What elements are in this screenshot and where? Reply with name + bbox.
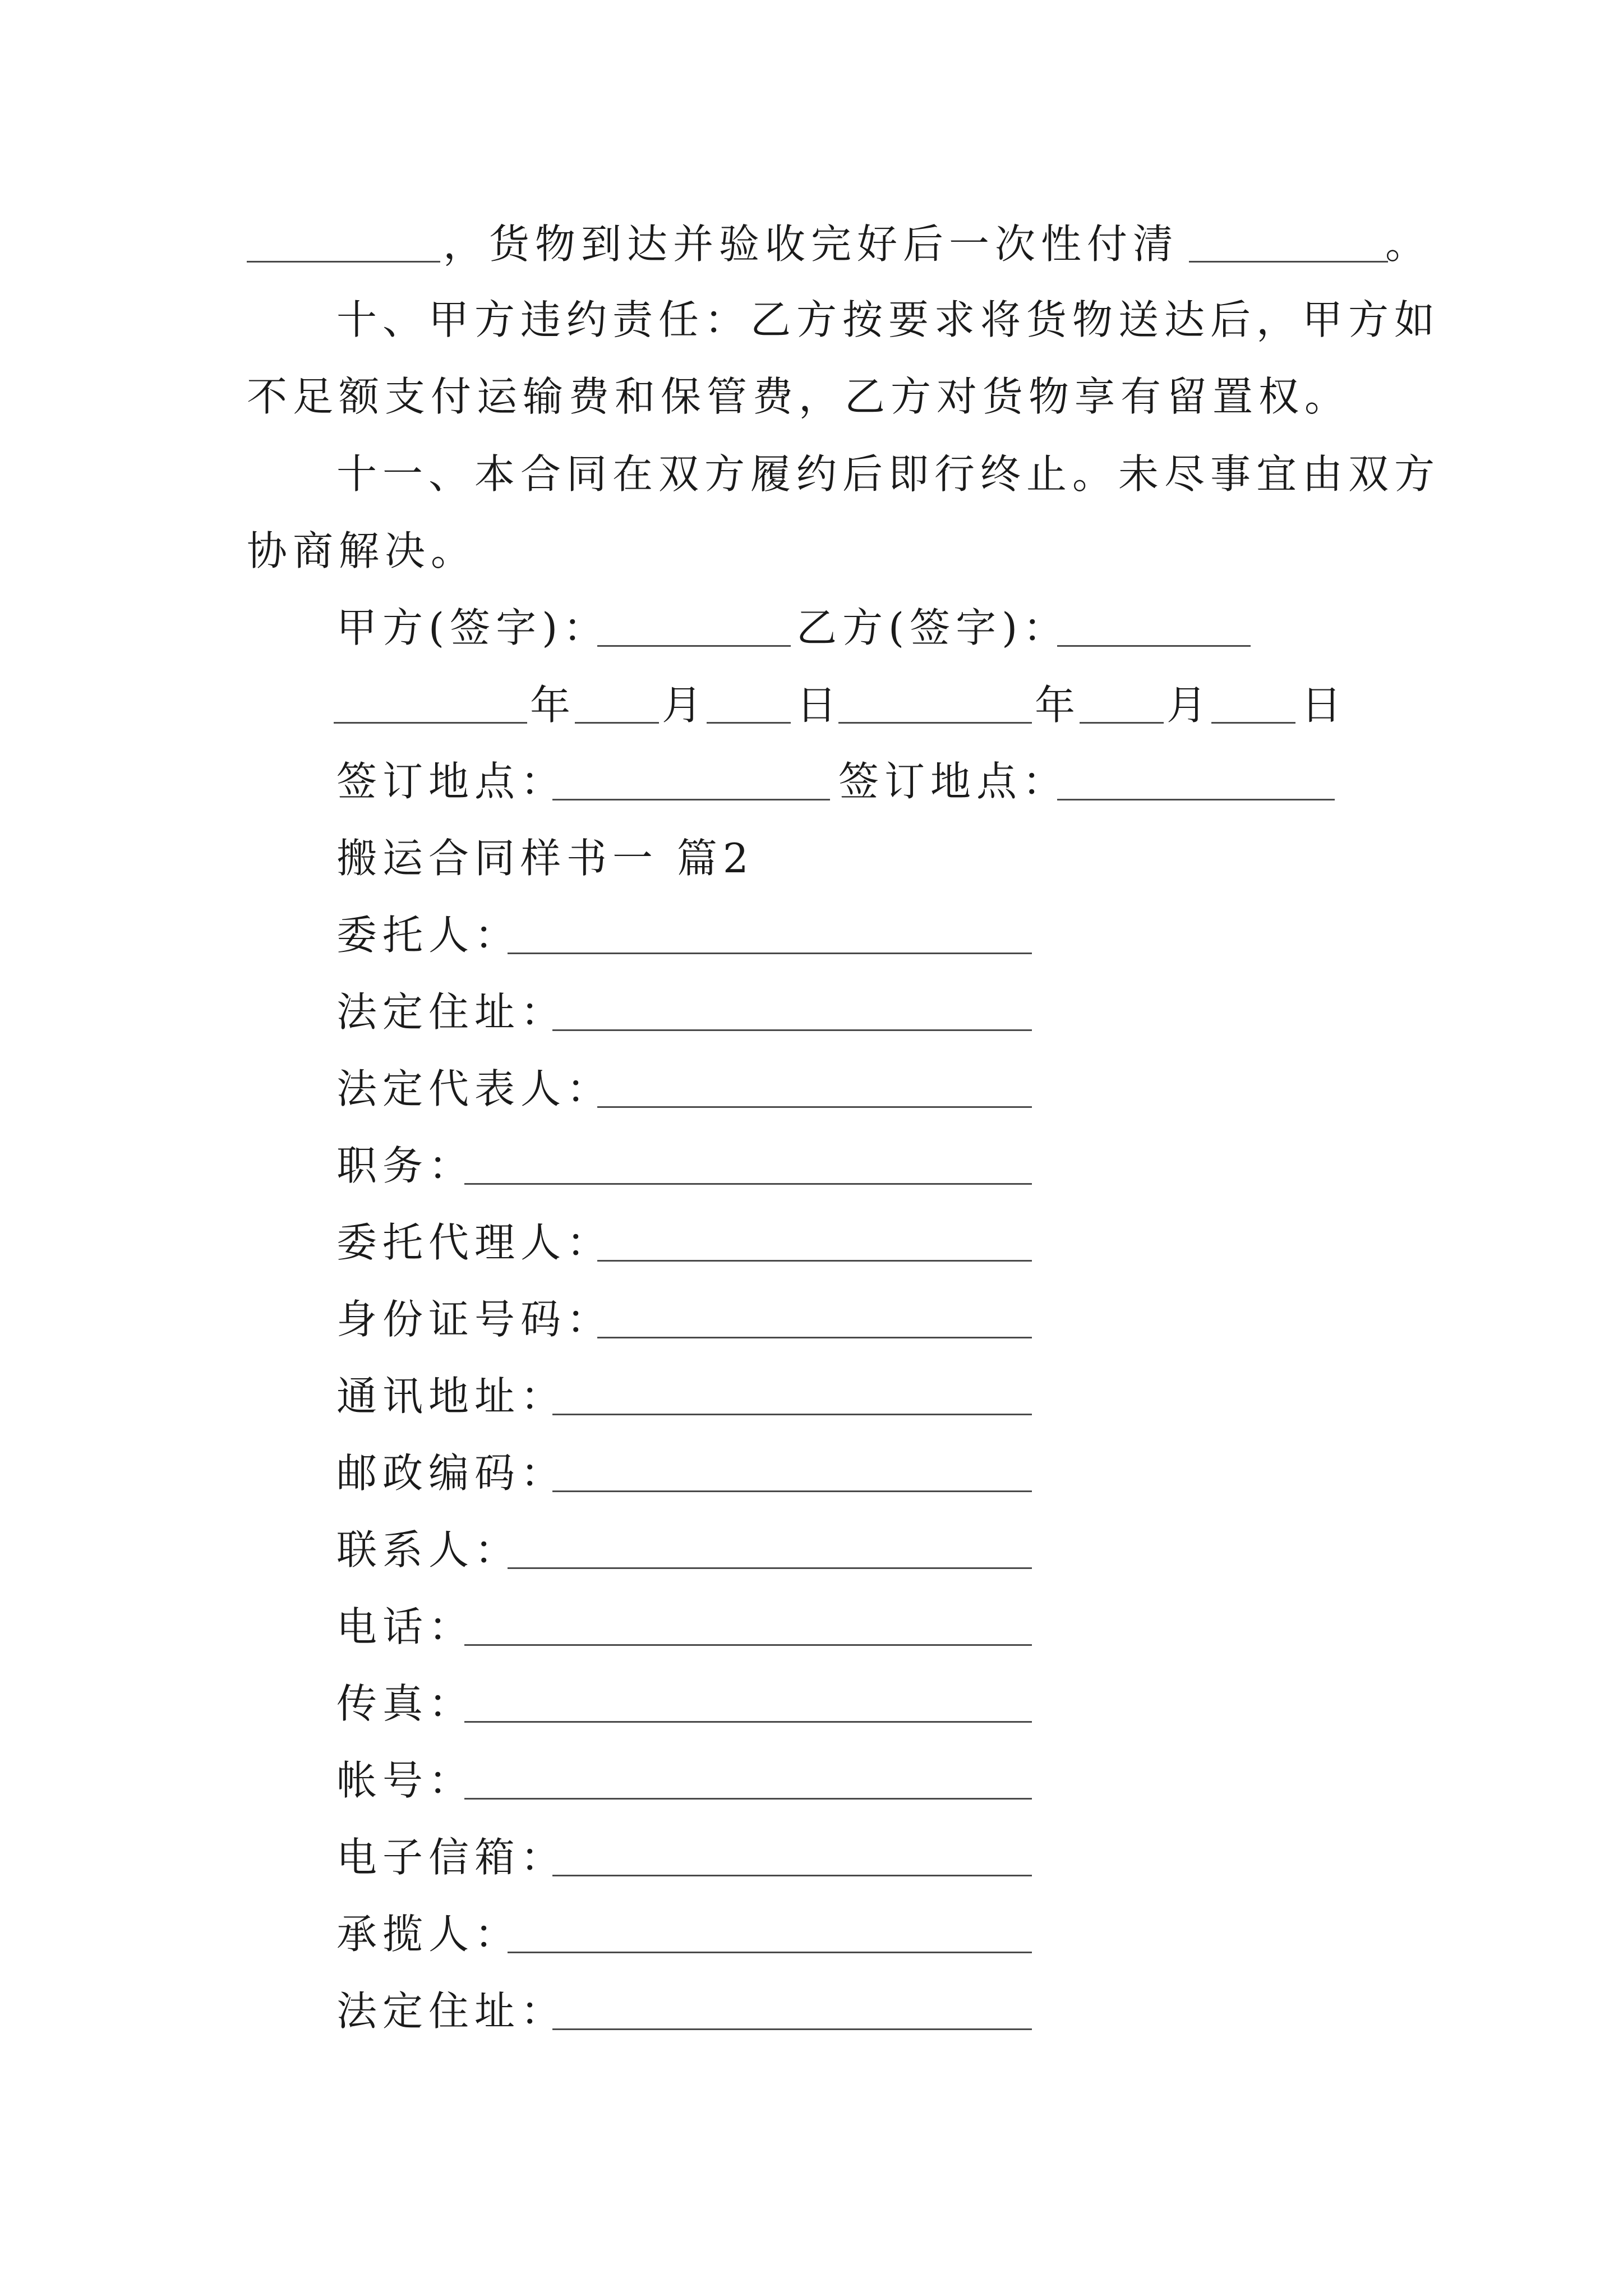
- clause-10-line-1: 十、甲方违约责任：乙方按要求将货物送达后，甲方如: [336, 296, 1441, 343]
- blank-line: [1080, 722, 1164, 724]
- field-blank-phone: [464, 1644, 1032, 1646]
- field-blank-legal-representative: [597, 1106, 1032, 1108]
- field-label-id-number: 身份证号码：: [336, 1296, 613, 1343]
- field-label-mailing-address: 通讯地址：: [336, 1373, 567, 1420]
- date-month-label: 月: [662, 682, 708, 729]
- field-label-contractor: 承揽人：: [336, 1911, 521, 1958]
- field-label-postal-code: 邮政编码：: [336, 1450, 567, 1497]
- field-blank-contact-person: [508, 1567, 1032, 1569]
- paragraph-9-text: ，货物到达并验收完好后一次性付清: [443, 220, 1179, 268]
- field-blank-entrusting-party: [508, 953, 1032, 954]
- clause-11-line-2: 协商解决。: [247, 527, 477, 574]
- field-label-legal-representative: 法定代表人：: [336, 1065, 613, 1112]
- field-label-entrusting-party: 委托人：: [336, 912, 521, 959]
- field-label-authorized-agent: 委托代理人：: [336, 1219, 613, 1266]
- date-day-label: 日: [1301, 682, 1348, 729]
- blank-line: [1189, 261, 1388, 263]
- field-blank-legal-address: [552, 1029, 1032, 1031]
- blank-line: [247, 261, 440, 263]
- signing-place-label-a: 签订地点：: [336, 758, 567, 805]
- signing-place-label-b: 签订地点：: [838, 758, 1069, 805]
- blank-line: [1057, 645, 1251, 647]
- field-label-phone: 电话：: [336, 1603, 475, 1650]
- field-label-legal-address-2: 法定住址：: [336, 1987, 567, 2035]
- field-blank-account-number: [464, 1798, 1032, 1800]
- section-title: 搬运合同样书一 篇2: [336, 835, 754, 882]
- field-blank-legal-address-2: [552, 2028, 1032, 2030]
- blank-line: [597, 645, 791, 647]
- field-label-account-number: 帐号：: [336, 1757, 475, 1804]
- blank-line: [575, 722, 659, 724]
- date-month-label: 月: [1166, 682, 1213, 729]
- date-day-label: 日: [796, 682, 843, 729]
- field-label-contact-person: 联系人：: [336, 1526, 521, 1573]
- field-label-fax: 传真：: [336, 1680, 475, 1727]
- field-blank-contractor: [508, 1952, 1032, 1953]
- blank-line: [552, 799, 830, 800]
- field-label-email: 电子信箱：: [336, 1834, 567, 1881]
- field-label-legal-address: 法定住址：: [336, 988, 567, 1036]
- clause-11-line-1: 十一、本合同在双方履约后即行终止。未尽事宜由双方: [336, 450, 1441, 498]
- paragraph-9-end: 。: [1385, 220, 1432, 268]
- blank-line: [1211, 722, 1295, 724]
- field-blank-fax: [464, 1721, 1032, 1723]
- blank-line: [707, 722, 791, 724]
- date-year-label: 年: [530, 682, 577, 729]
- blank-line: [1057, 799, 1335, 800]
- date-year-label: 年: [1035, 682, 1081, 729]
- party-b-signature-label: 乙方(签字)：: [796, 604, 1069, 651]
- party-a-signature-label: 甲方(签字)：: [336, 604, 610, 651]
- field-blank-postal-code: [552, 1490, 1032, 1492]
- field-blank-mailing-address: [552, 1414, 1032, 1415]
- field-blank-id-number: [597, 1337, 1032, 1338]
- field-blank-position: [464, 1183, 1032, 1185]
- field-label-position: 职务：: [336, 1142, 475, 1189]
- field-blank-email: [552, 1875, 1032, 1876]
- blank-line: [838, 722, 1032, 724]
- clause-10-line-2: 不足额支付运输费和保管费，乙方对货物享有留置权。: [247, 373, 1351, 420]
- blank-line: [334, 722, 527, 724]
- field-blank-authorized-agent: [597, 1260, 1032, 1262]
